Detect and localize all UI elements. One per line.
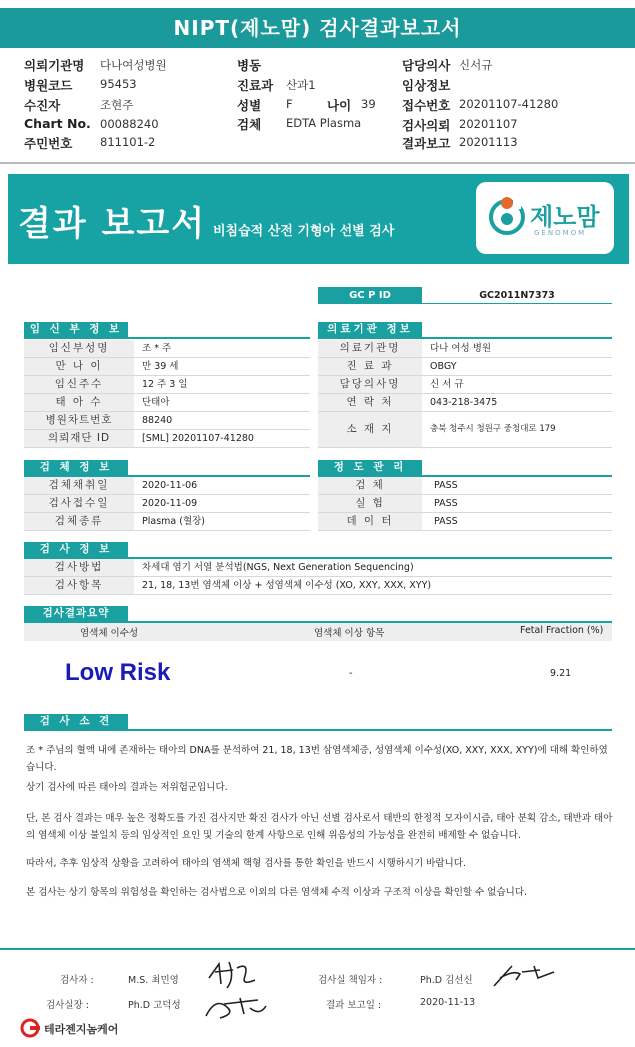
- table-row: [24, 430, 310, 448]
- row-value: 차세대 염기 서열 분석법(NGS, Next Generation Sequencing): [142, 562, 414, 573]
- banner-subtitle: 비침습적 산전 기형아 선별 검사: [213, 224, 395, 239]
- header-value: 95453: [100, 77, 137, 91]
- row-value: OBGY: [430, 361, 457, 372]
- row-label: 검체채취일: [24, 477, 134, 494]
- row-value: 21, 18, 13번 염색체 이상 + 성염색체 이수성 (XO, XXY, XXX, XYY): [142, 580, 432, 591]
- tester-signature-icon: [205, 958, 265, 992]
- table-row: [318, 358, 612, 376]
- row-label: 의뢰재단 ID: [24, 430, 134, 447]
- header-field: 의뢰기관명: [24, 58, 85, 73]
- company-logo-icon: [20, 1018, 42, 1038]
- opinion-paragraph: 따라서, 추후 임상적 상황을 고려하여 태아의 염색체 핵형 검사를 통한 확인을 반드시 시행하시기 바랍니다.: [26, 858, 466, 869]
- table-row: [24, 513, 310, 531]
- header-field: Chart No.: [24, 116, 91, 131]
- row-label: 임신주수: [24, 376, 134, 393]
- section-line: [318, 337, 612, 339]
- row-value: 043-218-3475: [430, 397, 498, 408]
- table-row: [318, 495, 612, 513]
- header-value: 산과1: [286, 78, 316, 92]
- row-label: 소 재 지: [318, 412, 422, 447]
- company-name: 테라젠지놈케어: [44, 1023, 119, 1036]
- summary-col-aneuploidy: 염색체 이수성: [80, 628, 139, 639]
- row-label: 병원차트번호: [24, 412, 134, 429]
- section-pregnant-info: 임 신 부 정 보: [24, 322, 128, 337]
- row-value: PASS: [434, 498, 458, 509]
- header-field: 병동: [237, 58, 262, 73]
- tester-name: M.S. 최민영: [128, 975, 179, 986]
- report-title: NIPT(제노맘) 검사결과보고서: [0, 8, 635, 48]
- chief-signature-icon: [200, 988, 270, 1022]
- chief-label: 검사실장 :: [46, 1000, 89, 1011]
- header-field: 임상정보: [402, 78, 451, 93]
- header-field: 진료과: [237, 78, 274, 93]
- footer-divider: [0, 948, 635, 950]
- opinion-paragraph: 조 * 주님의 혈액 내에 존재하는 태아의 DNA를 분석하여 21, 18, 13번 삼염색체증, 성염색체 이수성(XO, XXY, XXX, XYY)에 대해 확인하였습니다.: [26, 745, 608, 773]
- row-value: 2020-11-06: [142, 480, 198, 491]
- row-label: 연 락 처: [318, 394, 422, 411]
- gc-pid-label: GC P ID: [318, 287, 422, 304]
- header-value: 20201113: [459, 135, 518, 149]
- row-value: PASS: [434, 480, 458, 491]
- row-value: 88240: [142, 415, 173, 426]
- header-value: 20201107-41280: [459, 97, 559, 111]
- summary-col-abnormal-item: 염색체 이상 항목: [314, 628, 385, 639]
- row-value: 2020-11-09: [142, 498, 198, 509]
- logo-text: 제노맘: [530, 203, 600, 231]
- header-field: 담당의사: [402, 58, 451, 73]
- row-label: 진 료 과: [318, 358, 422, 375]
- table-row: [24, 340, 310, 358]
- lab-manager-signature-icon: [490, 960, 560, 990]
- table-row: [24, 412, 310, 430]
- row-value: 단태아: [142, 397, 170, 408]
- tester-label: 검사자 :: [60, 975, 94, 986]
- row-value: 12 주 3 일: [142, 379, 188, 390]
- fetal-fraction-value: 9.21: [550, 668, 572, 679]
- banner-title: 결과 보고서: [18, 204, 207, 244]
- row-label: 의료기관명: [318, 340, 422, 357]
- row-label: 검사항목: [24, 577, 134, 594]
- row-value: 다나 여성 병원: [430, 343, 492, 354]
- header-value: 20201107: [459, 117, 518, 131]
- table-row: [24, 477, 310, 495]
- header-value: 811101-2: [100, 135, 156, 149]
- table-row: [24, 495, 310, 513]
- header-field: 병원코드: [24, 78, 73, 93]
- header-field: 결과보고: [402, 136, 451, 151]
- row-value: PASS: [434, 516, 458, 527]
- row-label: 검사접수일: [24, 495, 134, 512]
- section-line: [24, 729, 612, 731]
- genomom-logo-icon: [487, 193, 527, 237]
- chief-name: Ph.D 고덕성: [128, 1000, 181, 1011]
- table-row: [318, 477, 612, 495]
- row-value: 충북 청주시 청원구 중청대로 179: [430, 424, 556, 434]
- table-row: [24, 358, 310, 376]
- row-label: 담당의사명: [318, 376, 422, 393]
- table-row: [318, 513, 612, 531]
- row-value: 조 * 주: [142, 343, 172, 354]
- section-line: [24, 337, 310, 339]
- logo-subtext: GENOMOM: [534, 229, 587, 237]
- row-label: 실 험: [318, 495, 422, 512]
- abnormal-item-value: -: [349, 668, 353, 679]
- table-row: [318, 394, 612, 412]
- section-institution-info: 의료기관 정보: [318, 322, 422, 337]
- row-label: 임신부성명: [24, 340, 134, 357]
- row-value: [SML] 20201107-41280: [142, 433, 254, 444]
- row-label: 검사방법: [24, 559, 134, 576]
- row-label: 데 이 터: [318, 513, 422, 530]
- report-date-label: 결과 보고일 :: [326, 1000, 382, 1011]
- section-quality-control: 정 도 관 리: [318, 460, 422, 475]
- table-row: [318, 412, 612, 448]
- table-row: [24, 376, 310, 394]
- result-risk: Low Risk: [65, 659, 171, 686]
- table-row: [24, 394, 310, 412]
- header-field: 성별: [237, 98, 262, 113]
- header-field: 접수번호: [402, 98, 451, 113]
- lab-manager-label: 검사실 책임자 :: [318, 975, 383, 986]
- lab-manager-name: Ph.D 김선신: [420, 975, 473, 986]
- section-test-info: 검 사 정 보: [24, 542, 128, 557]
- row-label: 태 아 수: [24, 394, 134, 411]
- section-result-summary: 검사결과요약: [24, 606, 128, 621]
- section-opinion: 검 사 소 견: [24, 714, 128, 729]
- header-field: 수진자: [24, 98, 61, 113]
- header-value: 00088240: [100, 117, 159, 131]
- header-value: F: [286, 97, 293, 111]
- header-value: 신서규: [459, 58, 493, 72]
- report-date: 2020-11-13: [420, 997, 476, 1008]
- summary-col-fetal-fraction: Fetal Fraction (%): [520, 625, 604, 636]
- header-value: EDTA Plasma: [286, 116, 362, 130]
- header-field: 검사의뢰: [402, 118, 451, 133]
- table-row: [24, 577, 612, 595]
- row-label: 검 체: [318, 477, 422, 494]
- gc-pid-value: GC2011N7373: [422, 287, 612, 304]
- age-label: 나이: [327, 98, 352, 113]
- section-specimen-info: 검 체 정 보: [24, 460, 128, 475]
- age-value: 39: [361, 97, 376, 111]
- table-row: [318, 376, 612, 394]
- summary-header-row: [24, 623, 612, 641]
- row-label: 검체종류: [24, 513, 134, 530]
- row-label: 만 나 이: [24, 358, 134, 375]
- opinion-paragraph: 단, 본 검사 결과는 매우 높은 정확도를 가진 검사지만 확진 검사가 아닌 선별 검사로서 태반의 한정적 모자이시즘, 태아 분획 감소, 태반과 태아의 염색체 이상 불일치 등의 임상적인 요인 및 기술의 한계 사항으로 인해 위음성의 가능성을 완전히 배제할 수 없습니다.: [26, 813, 613, 841]
- table-row: [24, 559, 612, 577]
- row-value: Plasma (혈장): [142, 516, 206, 527]
- header-field: 주민번호: [24, 136, 73, 151]
- header-field: 검체: [237, 117, 262, 132]
- opinion-paragraph: 본 검사는 상기 항목의 위험성을 확인하는 검사법으로 이외의 다른 염색체 수적 이상과 구조적 이상을 확인할 수 없습니다.: [26, 887, 528, 898]
- row-value: 만 39 세: [142, 361, 179, 372]
- opinion-paragraph: 상기 검사에 따른 태아의 결과는 저위험군입니다.: [26, 782, 228, 793]
- divider: [0, 162, 635, 164]
- header-value: 조현주: [100, 98, 134, 112]
- header-value: 다나여성병원: [100, 58, 167, 72]
- row-value: 신 서 규: [430, 379, 464, 390]
- table-row: [318, 340, 612, 358]
